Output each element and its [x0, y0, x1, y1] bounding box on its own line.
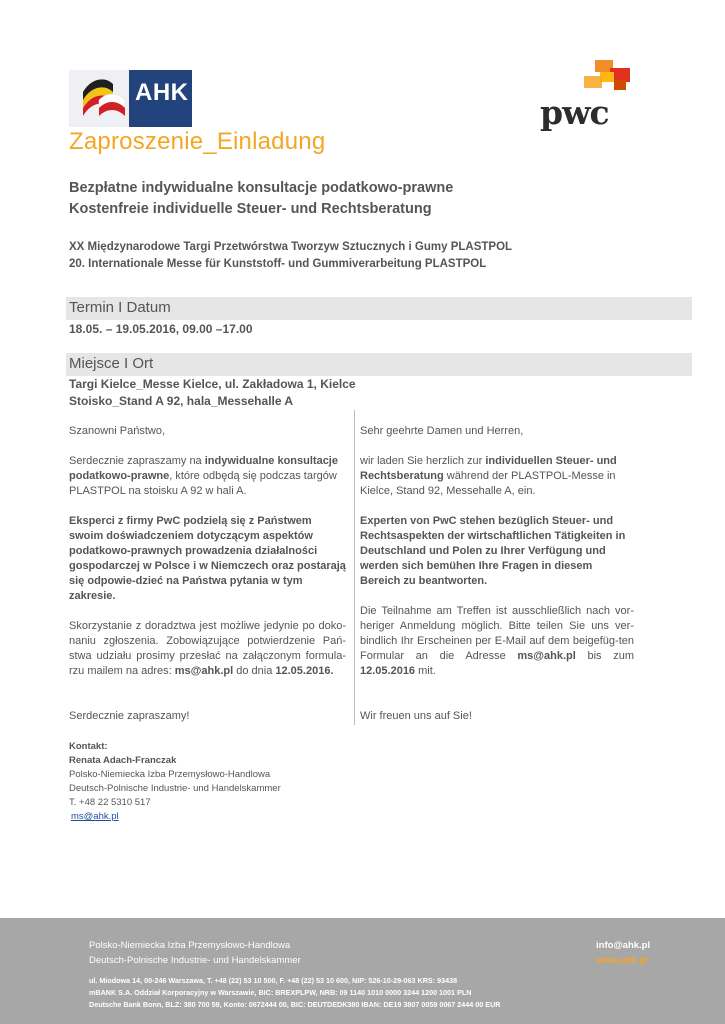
date-section-header	[66, 297, 692, 320]
paragraph-1-de: wir laden Sie herzlich zur individuellen Steuer- und Rechtsberatung während der PLASTPOL-Messe in Kielce, Stand 92, Messehalle A, ein.	[360, 455, 617, 497]
footer-org	[89, 938, 301, 968]
footer-org-de: Deutsch-Polnische Industrie- und Handelskammer	[89, 955, 301, 966]
document-title: Zaproszenie_Einladung	[69, 128, 326, 155]
footer-org-pl: Polsko-Niemiecka Izba Przemysłowo-Handlowa	[89, 940, 291, 951]
closing-de: Wir freuen uns auf Sie!	[360, 710, 472, 722]
venue-line-2: Stoisko_Stand A 92, hala_Messehalle A	[69, 394, 294, 408]
ahk-logo	[69, 70, 192, 127]
subtitle-de: Kostenfreie individuelle Steuer- und Rechtsberatung	[69, 201, 432, 217]
footer-address-line-1: ul. Miodowa 14, 00-246 Warszawa, T. +48 (22) 53 10 500, F. +48 (22) 53 10 600, NIP: 526-10-29-063 KRS: 93438	[89, 976, 458, 985]
footer-address	[89, 975, 500, 1011]
paragraph-2-de: Experten von PwC stehen bezüglich Steuer- und Rechtsaspekten der wirtschaftlichen Tätigkeiten in Deutschland und Polen zu Ihrer Verfügung und werden sich bemühen Ihre Fragen in diesem Bereich zu beantworten.	[360, 515, 626, 587]
greeting-pl: Szanowni Państwo,	[69, 425, 165, 437]
paragraph-3-de: Die Teilnahme am Treffen ist ausschließlich nach vor-heriger Anmeldung möglich. Bitte teilen Sie uns ver-bindlich Ihr Erscheinen per E-Mail auf dem beigefüg-ten Formular an die Adresse ms@ahk.pl bis zum 12.05.2016 mit.	[360, 605, 634, 677]
contact-org-pl: Polsko-Niemiecka Izba Przemysłowo-Handlowa	[69, 769, 271, 780]
event-date: 18.05. – 19.05.2016, 09.00 –17.00	[69, 322, 253, 336]
place-section-header	[66, 353, 692, 376]
footer-website[interactable]: www.ahk.pl	[596, 955, 648, 966]
contact-block	[69, 740, 281, 824]
contact-name: Renata Adach-Franczak	[69, 755, 177, 766]
paragraph-3-pl: Skorzystanie z doradztwa jest możliwe jedynie po doko-naniu zgłoszenia. Zobowiązujące potwierdzenie Pań-stwa udziału prosimy przesłać na załączonym formula-rzu mailem na adres: ms@ahk.pl do dnia 12.05.2016.	[69, 620, 346, 677]
fair-name-de: 20. Internationale Messe für Kunststoff- und Gummiverarbeitung PLASTPOL	[69, 258, 487, 270]
date-section-heading: Termin I Datum	[69, 299, 171, 316]
footer	[0, 918, 725, 1024]
fair-name-pl: XX Międzynarodowe Targi Przetwórstwa Tworzyw Sztucznych i Gumy PLASTPOL	[69, 241, 513, 253]
pwc-blocks-graphic	[540, 58, 640, 98]
venue-line-1: Targi Kielce_Messe Kielce, ul. Zakładowa 1, Kielce	[69, 377, 356, 391]
paragraph-2-pl: Eksperci z firmy PwC podzielą się z Państwem swoim doświadczeniem dotyczącym aspektów podatkowo-prawnych prowadzenia działalności gospodarczej w Polsce i w Niemczech oraz postarają się odpowie-dzieć na Państwa pytania w tym zakresie.	[69, 515, 346, 602]
place-section-heading: Miejsce I Ort	[69, 355, 154, 372]
closing-pl: Serdecznie zapraszamy!	[69, 710, 190, 722]
german-column	[360, 424, 634, 724]
polish-column	[69, 424, 346, 724]
pwc-logo-text: pwc	[540, 93, 609, 132]
contact-org-de: Deutsch-Polnische Industrie- und Handelskammer	[69, 783, 281, 794]
contact-label: Kontakt:	[69, 741, 108, 752]
flags-graphic	[69, 70, 129, 127]
ahk-logo-text: AHK	[135, 79, 189, 106]
footer-address-line-3: Deutsche Bank Bonn, BLZ: 380 700 59, Konto: 0672444 00, BIC: DEUTDEDK380 IBAN: DE19 3807 0059 0067 2444 00 EUR	[89, 1000, 501, 1009]
contact-phone: T. +48 22 5310 517	[69, 797, 151, 808]
subtitle-pl: Bezpłatne indywidualne konsultacje podatkowo-prawne	[69, 180, 454, 196]
footer-email[interactable]: info@ahk.pl	[596, 940, 651, 951]
footer-contact	[596, 938, 650, 968]
footer-address-line-2: mBANK S.A. Oddział Korporacyjny w Warszawie, BIC: BREXPLPW, NRB: 09 1140 1010 0000 3244 1200 1001 PLN	[89, 988, 472, 997]
column-divider	[354, 410, 355, 725]
greeting-de: Sehr geehrte Damen und Herren,	[360, 425, 524, 437]
paragraph-1-pl: Serdecznie zapraszamy na indywidualne konsultacje podatkowo-prawne, które odbędą się podczas targów PLASTPOL na stoisku A 92 w hali A.	[69, 455, 338, 497]
contact-email-link[interactable]: ms@ahk.pl	[71, 811, 119, 822]
pwc-logo	[540, 58, 640, 138]
